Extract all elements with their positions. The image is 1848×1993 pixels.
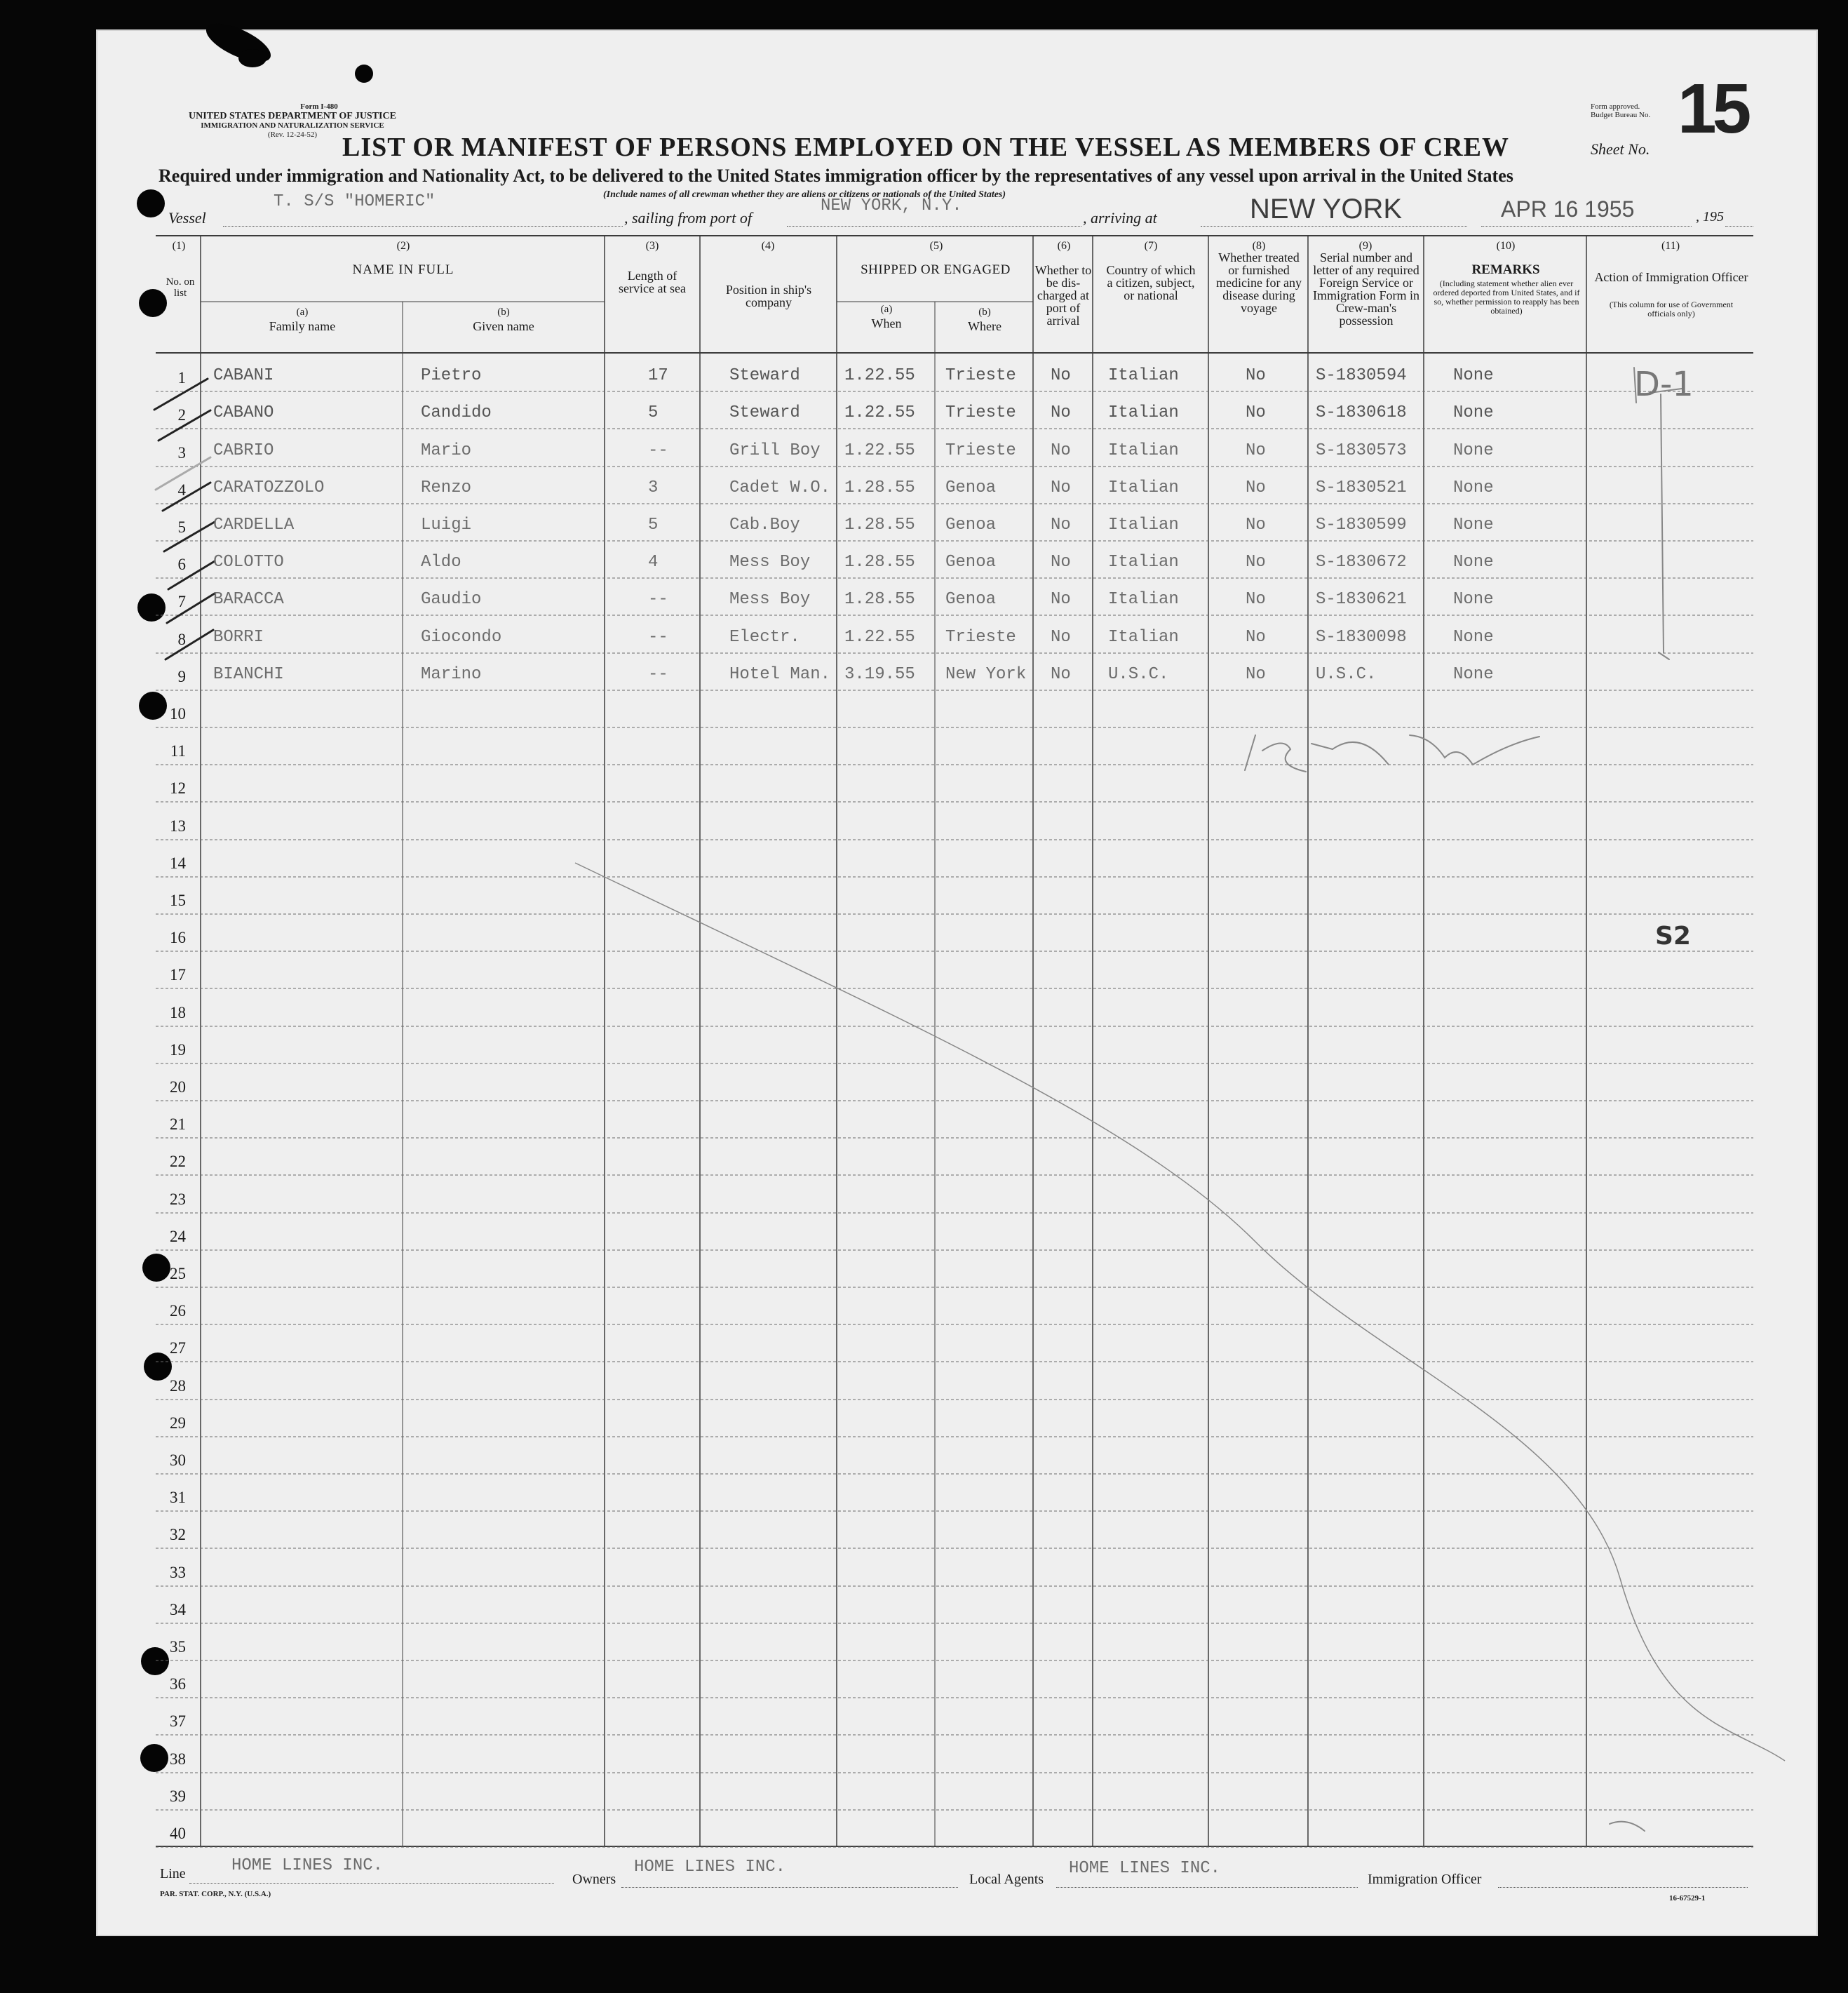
row-number: 2 xyxy=(177,406,186,424)
sailing-value: NEW YORK, N.Y. xyxy=(821,196,962,215)
crew-given-name: Marino xyxy=(421,665,482,684)
crew-given-name: Pietro xyxy=(421,366,482,385)
row-number: 27 xyxy=(170,1339,186,1357)
crew-family-name: CABANI xyxy=(213,366,274,385)
crew-discharged: No xyxy=(1051,441,1071,460)
crew-discharged: No xyxy=(1051,665,1071,684)
col-number-8: (8) xyxy=(1252,240,1266,252)
page-subtitle: Required under immigration and Nationality Act, to be delivered to the United States immigration officer by the representatives of any vessel upon arrival in the United States xyxy=(159,166,1513,186)
crew-family-name: BIANCHI xyxy=(213,665,284,684)
row-number: 22 xyxy=(170,1153,186,1170)
vessel-label: Vessel xyxy=(168,209,206,227)
row-number: 31 xyxy=(170,1489,186,1506)
crew-medicine: No xyxy=(1246,366,1266,385)
header-where-b: (b) xyxy=(978,307,991,318)
footer-line-label: Line xyxy=(160,1866,186,1881)
crew-family-name: CARDELLA xyxy=(213,516,295,535)
header-serial: Serial number and letter of any required Foreign Service or Immigration Form in Crew-man's possession xyxy=(1313,250,1419,328)
year-label: , 195 xyxy=(1696,209,1724,224)
crew-shipped-where: Genoa xyxy=(945,590,997,609)
crew-country: Italian xyxy=(1108,553,1179,572)
row-number: 28 xyxy=(170,1377,186,1395)
crew-shipped-when: 1.28.55 xyxy=(844,478,915,497)
crew-serial-number: S-1830621 xyxy=(1316,590,1407,609)
row-number: 17 xyxy=(170,966,186,984)
row-number: 29 xyxy=(170,1414,186,1432)
crew-note: (Include names of all crewman whether they are aliens or citizens or nationals of the United States) xyxy=(603,189,1006,200)
sheet-label: Sheet No. xyxy=(1591,140,1650,158)
arrival-date-stamp: APR 16 1955 xyxy=(1501,196,1635,222)
header-remarks-note: (Including statement whether alien ever ordered deported from United States, and if so, whether permission to reapply has been obtained) xyxy=(1433,279,1580,316)
crew-serial-number: S-1830521 xyxy=(1316,478,1407,497)
crew-serial-number: S-1830618 xyxy=(1316,403,1407,422)
col-number-6: (6) xyxy=(1057,240,1071,252)
row-number: 20 xyxy=(170,1078,186,1096)
row-number: 14 xyxy=(170,854,186,872)
crew-medicine: No xyxy=(1246,553,1266,572)
row-number: 8 xyxy=(177,631,186,648)
crew-shipped-where: Genoa xyxy=(945,478,997,497)
crew-given-name: Aldo xyxy=(421,553,461,572)
crew-serial-number: S-1830672 xyxy=(1316,553,1407,572)
crew-remarks: None xyxy=(1453,441,1494,460)
row-number: 35 xyxy=(170,1638,186,1656)
row-number: 23 xyxy=(170,1190,186,1208)
crew-length-of-service: 5 xyxy=(648,516,659,535)
col-number-7: (7) xyxy=(1144,240,1158,252)
crew-remarks: None xyxy=(1453,590,1494,609)
extra-mark: S2 xyxy=(1655,922,1691,951)
crew-length-of-service: 5 xyxy=(648,403,659,422)
crew-shipped-when: 1.28.55 xyxy=(844,553,915,572)
crew-given-name: Gaudio xyxy=(421,590,482,609)
crew-remarks: None xyxy=(1453,366,1494,385)
footer-agents-label: Local Agents xyxy=(969,1872,1044,1887)
row-number: 9 xyxy=(177,668,186,685)
col-number-3: (3) xyxy=(645,240,659,252)
footer-printer: PAR. STAT. CORP., N.Y. (U.S.A.) xyxy=(160,1890,271,1898)
row-number: 12 xyxy=(170,779,186,797)
crew-shipped-where: Trieste xyxy=(945,366,1016,385)
footer-owners-label: Owners xyxy=(572,1872,616,1887)
row-number: 3 xyxy=(177,444,186,462)
crew-serial-number: S-1830098 xyxy=(1316,628,1407,647)
header-name-in-full: NAME IN FULL xyxy=(352,262,454,277)
crew-country: Italian xyxy=(1108,516,1179,535)
sheet-number: 15 xyxy=(1678,69,1748,148)
header-when-a: (a) xyxy=(880,304,893,315)
crew-country: Italian xyxy=(1108,366,1179,385)
crew-serial-number: U.S.C. xyxy=(1316,665,1377,684)
crew-family-name: CARATOZZOLO xyxy=(213,478,325,497)
col-number-10: (10) xyxy=(1496,240,1516,252)
crew-length-of-service: -- xyxy=(648,628,668,647)
crew-length-of-service: -- xyxy=(648,590,668,609)
footer-line-value: HOME LINES INC. xyxy=(231,1856,384,1875)
crew-given-name: Candido xyxy=(421,403,492,422)
crew-remarks: None xyxy=(1453,628,1494,647)
row-number: 15 xyxy=(170,892,186,909)
crew-shipped-when: 3.19.55 xyxy=(844,665,915,684)
crew-length-of-service: 4 xyxy=(648,553,659,572)
crew-position: Electr. xyxy=(729,628,800,647)
crew-family-name: CABANO xyxy=(213,403,274,422)
row-number: 39 xyxy=(170,1787,186,1805)
header-length: Length of service at sea xyxy=(619,269,686,295)
row-number: 25 xyxy=(170,1265,186,1282)
crew-given-name: Renzo xyxy=(421,478,472,497)
crew-remarks: None xyxy=(1453,553,1494,572)
col-number-2: (2) xyxy=(396,240,410,252)
row-number: 36 xyxy=(170,1675,186,1693)
header-family-name: Family name xyxy=(269,319,336,333)
header-action: Action of Immigration Officer xyxy=(1594,270,1748,284)
crew-family-name: CABRIO xyxy=(213,441,274,460)
row-number: 30 xyxy=(170,1451,186,1469)
header-where: Where xyxy=(968,319,1001,333)
crew-family-name: BARACCA xyxy=(213,590,284,609)
crew-country: Italian xyxy=(1108,403,1179,422)
row-number: 26 xyxy=(170,1302,186,1320)
header-when: When xyxy=(871,316,902,330)
col-number-1: (1) xyxy=(172,240,186,252)
crew-medicine: No xyxy=(1246,665,1266,684)
crew-remarks: None xyxy=(1453,478,1494,497)
arriving-label: , arriving at xyxy=(1083,209,1157,227)
row-number: 10 xyxy=(170,705,186,723)
crew-country: U.S.C. xyxy=(1108,665,1169,684)
crew-discharged: No xyxy=(1051,366,1071,385)
crew-serial-number: S-1830599 xyxy=(1316,516,1407,535)
row-number: 40 xyxy=(170,1825,186,1842)
crew-position: Hotel Man. xyxy=(729,665,831,684)
crew-shipped-where: Genoa xyxy=(945,516,997,535)
crew-medicine: No xyxy=(1246,590,1266,609)
crew-shipped-when: 1.22.55 xyxy=(844,366,915,385)
crew-given-name: Giocondo xyxy=(421,628,502,647)
approved-line1: Form approved. xyxy=(1591,102,1640,111)
crew-length-of-service: 3 xyxy=(648,478,659,497)
crew-position: Steward xyxy=(729,403,800,422)
col-number-9: (9) xyxy=(1358,240,1372,252)
sailing-label: , sailing from port of xyxy=(624,209,752,227)
row-number: 7 xyxy=(177,593,186,610)
header-no-on-list: No. on list xyxy=(166,276,195,299)
crew-country: Italian xyxy=(1108,478,1179,497)
form-number: Form I-480 xyxy=(300,102,338,111)
crew-medicine: No xyxy=(1246,441,1266,460)
crew-length-of-service: -- xyxy=(648,665,668,684)
crew-family-name: BORRI xyxy=(213,628,264,647)
crew-length-of-service: -- xyxy=(648,441,668,460)
header-shipped: SHIPPED OR ENGAGED xyxy=(861,262,1011,277)
crew-shipped-when: 1.22.55 xyxy=(844,441,915,460)
crew-position: Cab.Boy xyxy=(729,516,800,535)
crew-shipped-where: Trieste xyxy=(945,628,1016,647)
crew-given-name: Luigi xyxy=(421,516,472,535)
crew-shipped-when: 1.22.55 xyxy=(844,403,915,422)
crew-length-of-service: 17 xyxy=(648,366,668,385)
col-number-11: (11) xyxy=(1661,240,1680,252)
header-position: Position in ship's company xyxy=(725,283,812,309)
header-given-name: Given name xyxy=(473,319,534,333)
row-number: 16 xyxy=(170,929,186,946)
vessel-value: T. S/S "HOMERIC" xyxy=(274,192,436,211)
crew-shipped-where: Trieste xyxy=(945,403,1016,422)
crew-country: Italian xyxy=(1108,590,1179,609)
row-number: 4 xyxy=(177,481,186,499)
dept-line1: UNITED STATES DEPARTMENT OF JUSTICE xyxy=(189,111,396,121)
col-number-5: (5) xyxy=(929,240,943,252)
row-number: 37 xyxy=(170,1712,186,1730)
header-action-note: (This column for use of Government officials only) xyxy=(1609,300,1734,318)
arriving-value: NEW YORK xyxy=(1250,194,1403,224)
row-number: 13 xyxy=(170,817,186,835)
dept-line3: (Rev. 12-24-52) xyxy=(267,130,318,139)
footer-agents-value: HOME LINES INC. xyxy=(1069,1859,1221,1878)
row-number: 34 xyxy=(170,1601,186,1618)
header-discharged: Whether to be dis-charged at port of arrival xyxy=(1034,263,1092,328)
crew-discharged: No xyxy=(1051,553,1071,572)
crew-family-name: COLOTTO xyxy=(213,553,284,572)
crew-position: Grill Boy xyxy=(729,441,821,460)
row-number: 5 xyxy=(177,518,186,536)
crew-remarks: None xyxy=(1453,516,1494,535)
crew-shipped-where: Genoa xyxy=(945,553,997,572)
crew-country: Italian xyxy=(1108,628,1179,647)
crew-position: Cadet W.O. xyxy=(729,478,831,497)
row-number: 19 xyxy=(170,1041,186,1059)
header-family-a: (a) xyxy=(296,307,309,318)
footer-owners-value: HOME LINES INC. xyxy=(634,1858,786,1877)
row-number: 32 xyxy=(170,1526,186,1543)
row-number: 11 xyxy=(170,742,186,760)
crew-discharged: No xyxy=(1051,478,1071,497)
crew-medicine: No xyxy=(1246,516,1266,535)
crew-discharged: No xyxy=(1051,403,1071,422)
dept-line2: IMMIGRATION AND NATURALIZATION SERVICE xyxy=(201,121,384,130)
crew-shipped-when: 1.28.55 xyxy=(844,516,915,535)
crew-shipped-when: 1.28.55 xyxy=(844,590,915,609)
crew-medicine: No xyxy=(1246,478,1266,497)
page-title: LIST OR MANIFEST OF PERSONS EMPLOYED ON THE VESSEL AS MEMBERS OF CREW xyxy=(342,133,1509,162)
crew-remarks: None xyxy=(1453,665,1494,684)
row-number: 33 xyxy=(170,1564,186,1581)
approved-line2: Budget Bureau No. xyxy=(1591,111,1651,119)
footer-code: 16-67529-1 xyxy=(1669,1894,1706,1903)
row-number: 21 xyxy=(170,1115,186,1133)
crew-position: Mess Boy xyxy=(729,590,811,609)
crew-position: Mess Boy xyxy=(729,553,811,572)
row-number: 18 xyxy=(170,1004,186,1021)
header-given-b: (b) xyxy=(497,307,510,318)
crew-discharged: No xyxy=(1051,628,1071,647)
header-remarks: REMARKS xyxy=(1471,262,1540,277)
header-country: Country of which a citizen, subject, or national xyxy=(1106,263,1196,302)
crew-remarks: None xyxy=(1453,403,1494,422)
crew-country: Italian xyxy=(1108,441,1179,460)
footer-officer-label: Immigration Officer xyxy=(1368,1872,1482,1887)
crew-shipped-where: New York xyxy=(945,665,1027,684)
crew-shipped-when: 1.22.55 xyxy=(844,628,915,647)
crew-shipped-where: Trieste xyxy=(945,441,1016,460)
crew-position: Steward xyxy=(729,366,800,385)
row-number: 38 xyxy=(170,1750,186,1768)
row-number: 1 xyxy=(177,369,186,387)
crew-discharged: No xyxy=(1051,516,1071,535)
crew-given-name: Mario xyxy=(421,441,472,460)
header-medicine: Whether treated or furnished medicine for any disease during voyage xyxy=(1216,250,1302,315)
row-number: 24 xyxy=(170,1228,186,1245)
col-number-4: (4) xyxy=(761,240,775,252)
action-mark: D-1 xyxy=(1634,365,1694,404)
crew-discharged: No xyxy=(1051,590,1071,609)
crew-serial-number: S-1830594 xyxy=(1316,366,1407,385)
row-number: 6 xyxy=(177,556,186,573)
crew-medicine: No xyxy=(1246,403,1266,422)
crew-medicine: No xyxy=(1246,628,1266,647)
crew-serial-number: S-1830573 xyxy=(1316,441,1407,460)
